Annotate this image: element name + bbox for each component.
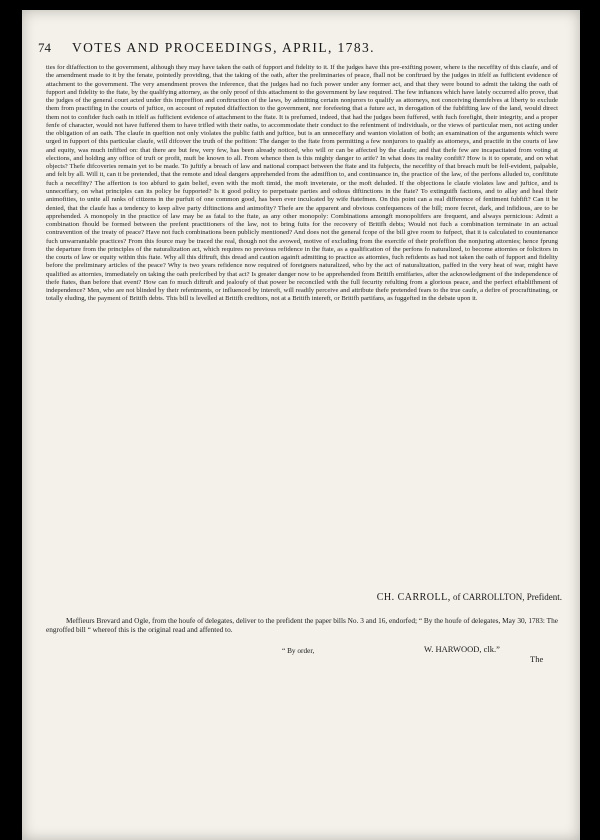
message-text: Meffieurs Brevard and Ogle, from the houfe of delegates, deliver to the prefident the paper bills No. 3 and 16, endorfed; “ By the houfe of delegates, May 30, 1783: The engroffed bill “ whereof this is the original read and affented to. <box>46 616 558 635</box>
document-page <box>22 10 580 840</box>
by-order-text: “ By order, <box>282 646 315 655</box>
catchword: The <box>530 654 544 664</box>
page-header <box>38 40 558 60</box>
running-head: VOTES AND PROCEEDINGS, APRIL, 1783. <box>72 40 375 55</box>
page-number: 74 <box>38 40 51 55</box>
signature-line <box>282 592 562 603</box>
clerk-signature: W. HARWOOD, clk.” <box>424 644 500 654</box>
message-paragraph <box>46 616 558 635</box>
body-text <box>46 64 558 582</box>
signature-place: of CARROLLTON, Prefident. <box>453 592 562 602</box>
signature-name: CH. CARROLL, <box>376 592 451 603</box>
body-paragraph: ties for difaffection to the government, although they may have taken the oath of fupport and fidelity to it. If the judges have this pre-exifting power, where is the neceffity of this claufe, and of the amendment made to it by the fenate, pointedly providing, that the taking of the oath, after the preliminaries of peace, fhall not be conftrued by the judges in itfelf as fufficient evidence of attachment to the government. The very amendment proves the inference, that the judges had no fuch power under any former act, and that they were bound to admit the taking the oath of fupport and fidelity to the ftate, by the qualifying attorney, as the only proof of this attachment to the government by law required. The few inftances which have lately occurred alfo prove, that the judges of the general court acted under this impreffion and conftruction of the laws, by admitting certain nonjurors to qualify as attorneys, not conceiving themfelves at liberty to exclude them from practifing in the courts of juftice, on account of reputed difaffection to the government, nor forefeeing that a future act, in derogation of the fubfifting law of the land, would direct them not to confider fuch oath in itfelf as fufficient evidence of attachment to the ftate. It is prefumed, indeed, that had the judges been fuffered, with fuch forefight, their integrity, and a proper fenfe of character, would not have fuffered them to have trifled with their oaths, to accommodate their conduct to the refentment of individuals, or the views of particular men, not acting under the obligation of an oath. The claufe in queftion not only violates the public faith and juftice, but is an unneceffary and wanton violation of both; an examination of the arguments which were urged in fupport of this particular claufe, will difcover the truth of the pofition: The danger to the ftate from permitting a few nonjurors to qualify as attorneys, and practife in the courts of law and equity, was much infifted on: that there are but few, very few, has been already noticed, who will or can be affected by the claufe; and that thefe few are incapacitated from voting at elections, and holding any office of truft or profit, muft be known to all. From whence then is this mighty danger to arife? In what does its reality confift? How is it to operate, and on what objects? Thefe difcoveries remain yet to be made. To juftify a breach of law and national compact between the ftate and its fubjects, the neceffity of that breach muft be felf-evident, palpable, and felt by all. Will it, can it be pretended, that the remote and ideal dangers apprehended from the admiffion to, and continuance in, the practice of the law, of the perfons alluded to, conftitute fuch a neceffity? The affertion is too abfurd to gain belief, even with the moft timid, the moft inveterate, or the moft deluded. If the objections le claufe violates law and juftice, and is unneceffary, on what principles can its policy be fupported? Is it good policy to perpetuate parties and odious diftinctions in the ftate? To extinguifh factions, and to allay and heal their animofities, to unite all ranks of citizens in the purfuit of one common good, has been ever inculcated by wife ftatefmen. On this point can a real difference of fentiment fubfift? Can it be denied, that the claufe has a tendency to keep alive party diftinctions and animofity? Thefe are the apparent and obvious confequences of the bill; more fecret, dark, and infidious, are to be apprehended. A monopoly in the practice of law may be as fatal to the ftate, as any other monopoly: Combinations amongft monopolifers are frequent, and always pernicious: Admit a combination fhould be formed between the prefent practitioners of the law, not to bring fuits for the recovery of Britifh debts; Would not fuch a combination terminate in an actual contravention of the treaty of peace? Have not fuch combinations been publicly mentioned? And does not the general fcope of the bill give room to fufpect, that it is calculated to countenance fuch unwarrantable practices? From this fource may be traced the real, though not the avowed, motive of excluding from the exercife of their profeffion the nonjuring attornies; hence fprung the departure from the principles of the naturalization act, which requires no previous refidence in the ftate, as a qualification of the perfons fo naturalized, to become attornies or folicitors in the courts of law or equity within this ftate. Why all this diftruft, this dread and caution againft admitting to practice as attornies, fuch refidents as had not taken the oath of fupport and fidelity before the preliminary articles of the peace? Why is two years refidence now required of foreigners naturalized, who by the act of naturalization, paffed in the very heat of war, might have qualified as attornies, immediately on taking the oath prefcribed by that act? Is greater danger now to be apprehended from Britifh emiffaries, after the acknowledgment of the independence of thefe ftates, than before that event? How can fo much diftruft and jealoufy of that power be reconciled with the full fecurity refulting from a glorious peace, and the perfect eftablifhment of independence? Men, who are not blinded by their refentments, or influenced by intereft, will readily perceive and attribute thefe pretended fears to the true caufe, a defire of procraftinating, or totally eluding, the payment of Britifh debts. This bill is levelled at Britifh creditors, not at a Britifh intereft, or Britifh partifans, as fuggefted in the debate upon it. <box>46 64 558 303</box>
